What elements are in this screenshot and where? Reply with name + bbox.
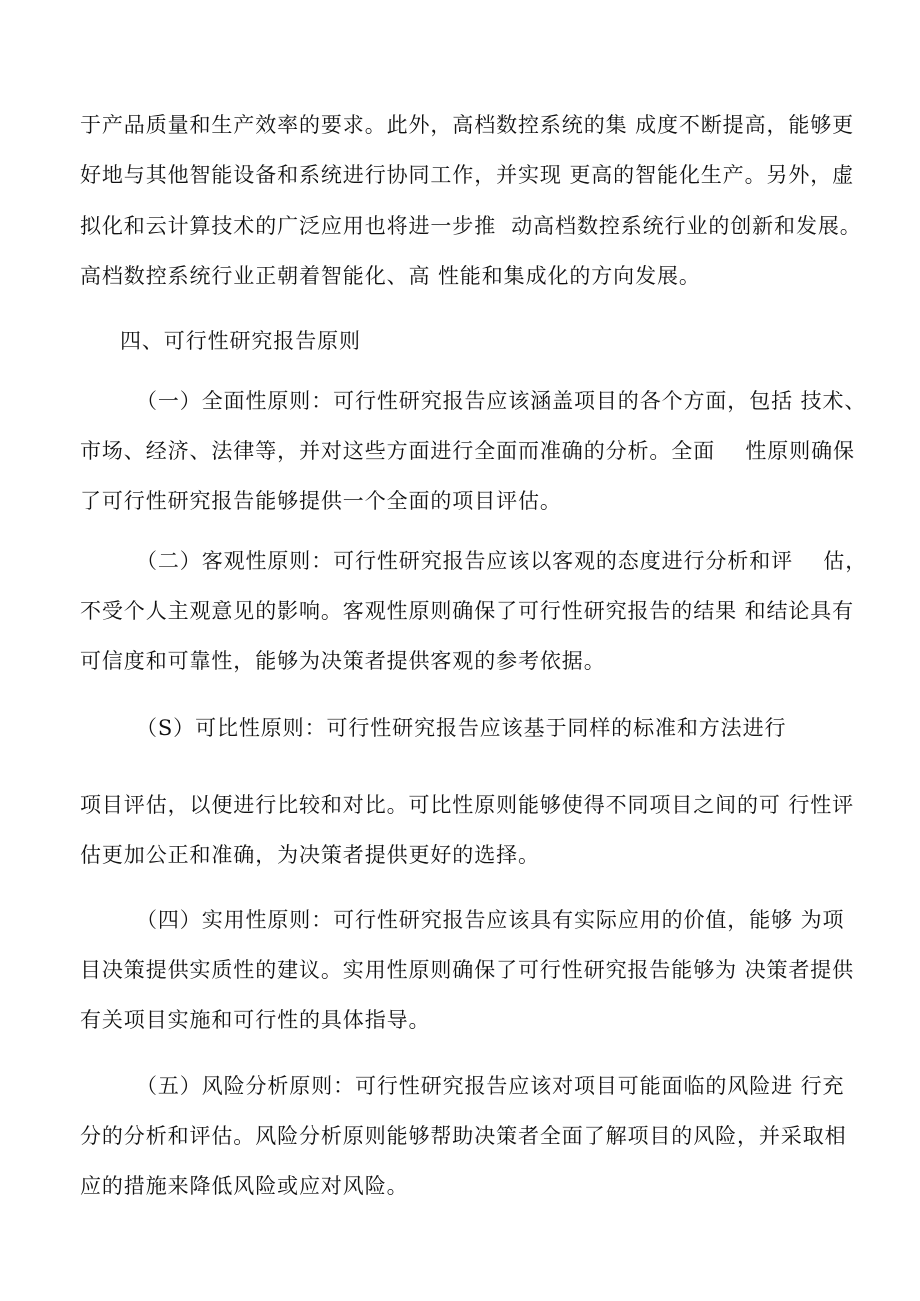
paragraph-line: （四）实用性原则：可行性研究报告应该具有实际应用的价值，能够 为项 [136, 908, 845, 932]
paragraph-line: 项目评估，以便进行比较和对比。可比性原则能够使得不同项目之间的可 行性评 [80, 793, 855, 817]
paragraph-line: 好地与其他智能设备和系统进行协同工作，并实现 更高的智能化生产。另外，虚 [80, 163, 855, 187]
paragraph-line: （一）全面性原则：可行性研究报告应该涵盖项目的各个方面，包括 技术、 [136, 389, 867, 413]
paragraph-line: 应的措施来降低风险或应对风险。 [80, 1174, 409, 1198]
paragraph-line: （S）可比性原则：可行性研究报告应该基于同样的标准和方法进行 [136, 716, 787, 740]
paragraph-line: （五）风险分析原则：可行性研究报告应该对项目可能面临的风险进 行充 [136, 1074, 845, 1098]
section-heading: 四、可行性研究报告原则 [120, 329, 361, 353]
paragraph-line: 了可行性研究报告能够提供一个全面的项目评估。 [80, 489, 562, 513]
paragraph-line: 分的分析和评估。风险分析原则能够帮助决策者全面了解项目的风险，并采取相 [80, 1124, 847, 1148]
paragraph-line: 于产品质量和生产效率的要求。此外，高档数控系统的集 成度不断提高，能够更 [80, 113, 855, 137]
paragraph-line: 目决策提供实质性的建议。实用性原则确保了可行性研究报告能够为 决策者提供 [80, 958, 855, 982]
paragraph-line: 估更加公正和准确，为决策者提供更好的选择。 [80, 843, 540, 867]
paragraph-line: 有关项目实施和可行性的具体指导。 [80, 1008, 431, 1032]
paragraph-line: （二）客观性原则：可行性研究报告应该以客观的态度进行分析和评 估， [136, 549, 868, 573]
paragraph-line: 可信度和可靠性，能够为决策者提供客观的参考依据。 [80, 649, 606, 673]
paragraph-line: 拟化和云计算技术的广泛应用也将进一步推 动高档数控系统行业的创新和发展。 [80, 214, 862, 238]
paragraph-line: 不受个人主观意见的影响。客观性原则确保了可行性研究报告的结果 和结论具有 [80, 599, 855, 623]
paragraph-line: 高档数控系统行业正朝着智能化、高 性能和集成化的方向发展。 [80, 264, 701, 288]
paragraph-line: 市场、经济、法律等，并对这些方面进行全面而准确的分析。全面 性原则确保 [80, 439, 855, 463]
